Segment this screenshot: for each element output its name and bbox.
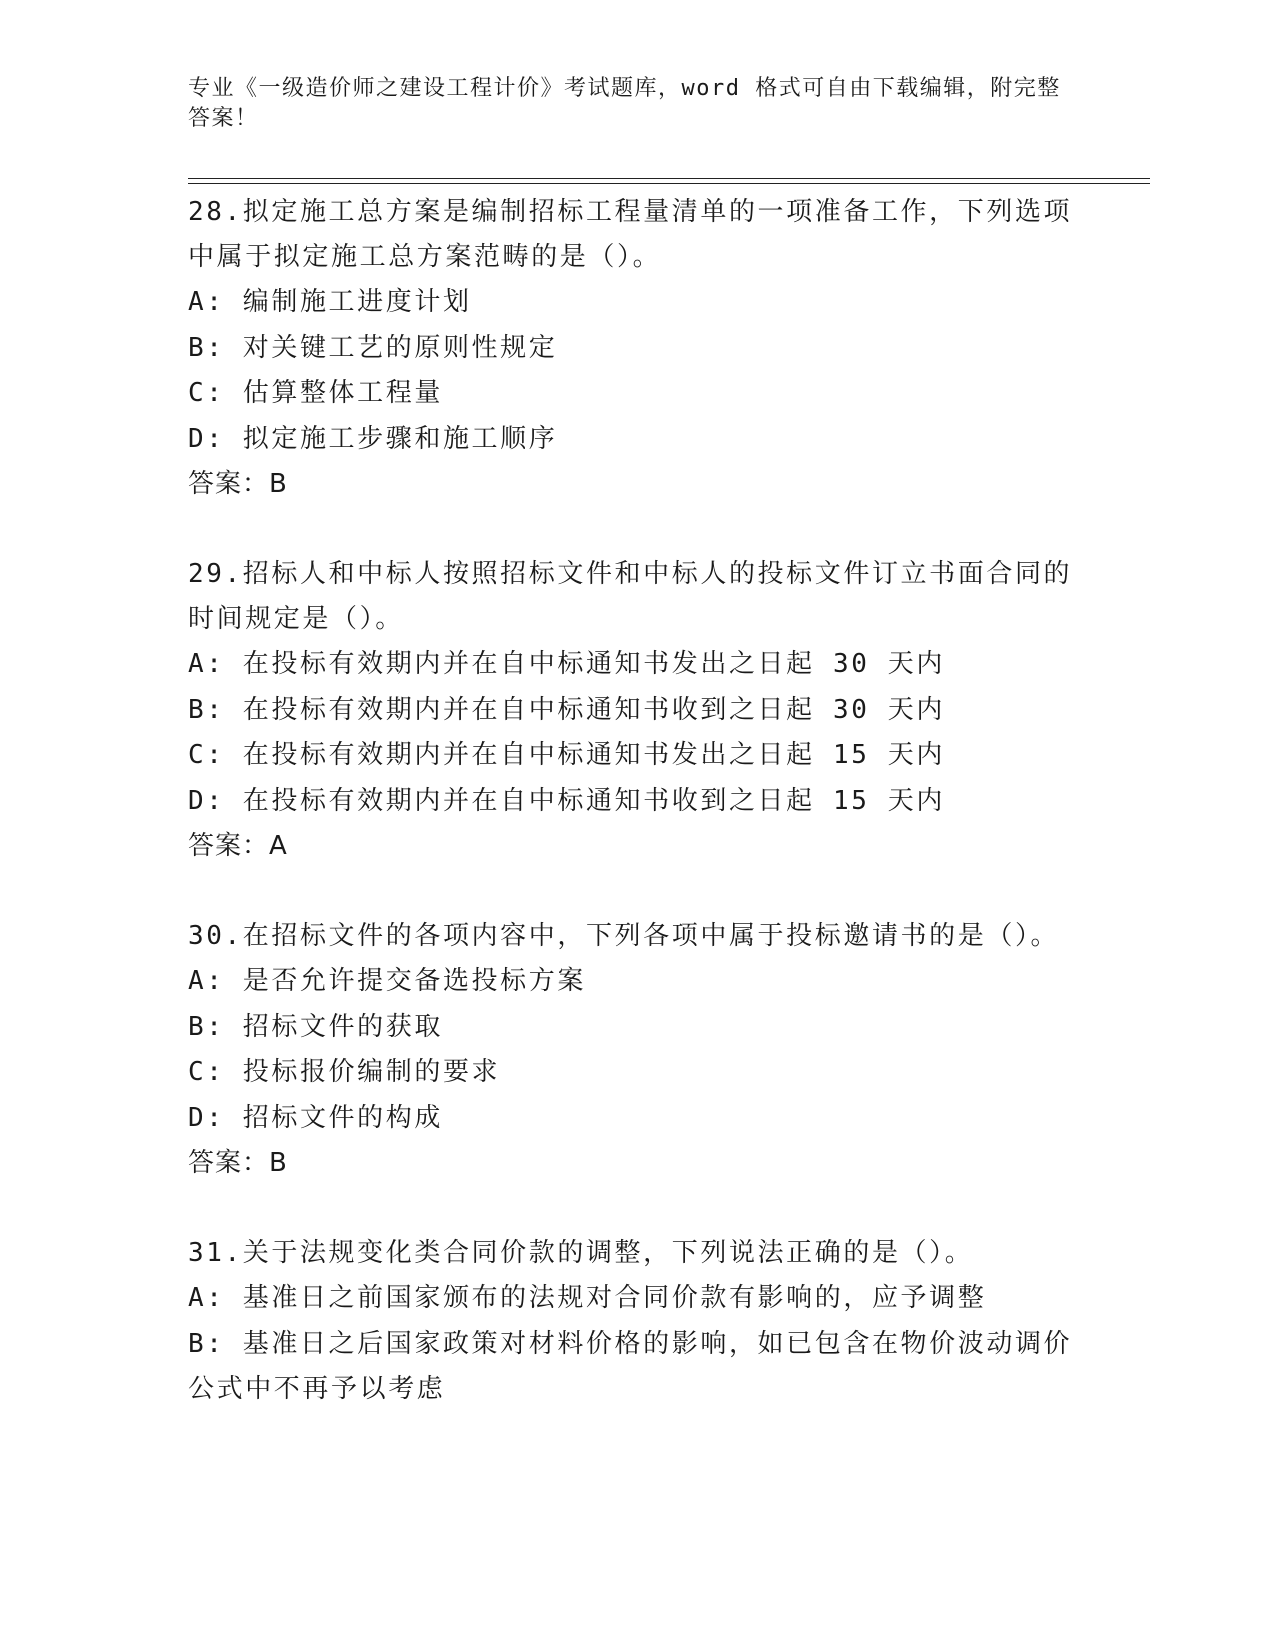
question-stem: 29.招标人和中标人按照招标文件和中标人的投标文件订立书面合同的时间规定是（）。: [188, 559, 1073, 634]
option-b: B: 招标文件的获取: [188, 1011, 443, 1042]
option-a: A: 在投标有效期内并在自中标通知书发出之日起 30 天内: [188, 649, 945, 679]
question-stem: 30.在招标文件的各项内容中，下列各项中属于投标邀请书的是（）。: [188, 921, 1060, 951]
option-b: B: 对关键工艺的原则性规定: [188, 332, 558, 363]
option-c: C: 在投标有效期内并在自中标通知书发出之日起 15 天内: [188, 740, 945, 770]
question-30: [188, 914, 1088, 1186]
option-a: A: 基准日之前国家颁布的法规对合同价款有影响的，应予调整: [188, 1283, 987, 1313]
option-b: B: 基准日之后国家政策对材料价格的影响，如已包含在物价波动调价公式中不再予以考虑: [188, 1328, 1073, 1404]
option-d: D: 拟定施工步骤和施工顺序: [188, 423, 558, 454]
option-a: A: 是否允许提交备选投标方案: [188, 966, 586, 996]
answer-line: 答案：A: [188, 831, 288, 861]
answer-line: 答案：B: [188, 469, 288, 499]
question-list: [188, 190, 1088, 1458]
option-c: C: 估算整体工程量: [188, 378, 443, 408]
header-rule-bottom: [188, 183, 1150, 184]
option-a: A: 编制施工进度计划: [188, 287, 472, 317]
question-29: [188, 552, 1088, 869]
option-b: B: 在投标有效期内并在自中标通知书收到之日起 30 天内: [188, 694, 945, 725]
question-31: [188, 1231, 1088, 1413]
header-rule-top: [188, 178, 1150, 179]
option-c: C: 投标报价编制的要求: [188, 1057, 501, 1087]
option-d: D: 在投标有效期内并在自中标通知书收到之日起 15 天内: [188, 785, 945, 816]
question-28: [188, 190, 1088, 507]
page-header: 专业《一级造价师之建设工程计价》考试题库，word 格式可自由下载编辑，附完整答案！: [188, 76, 1061, 131]
question-stem: 28.拟定施工总方案是编制招标工程量清单的一项准备工作，下列选项中属于拟定施工总方案范畴的是（）。: [188, 197, 1073, 272]
question-stem: 31.关于法规变化类合同价款的调整，下列说法正确的是（）。: [188, 1238, 974, 1268]
answer-line: 答案：B: [188, 1148, 288, 1178]
option-d: D: 招标文件的构成: [188, 1102, 443, 1133]
